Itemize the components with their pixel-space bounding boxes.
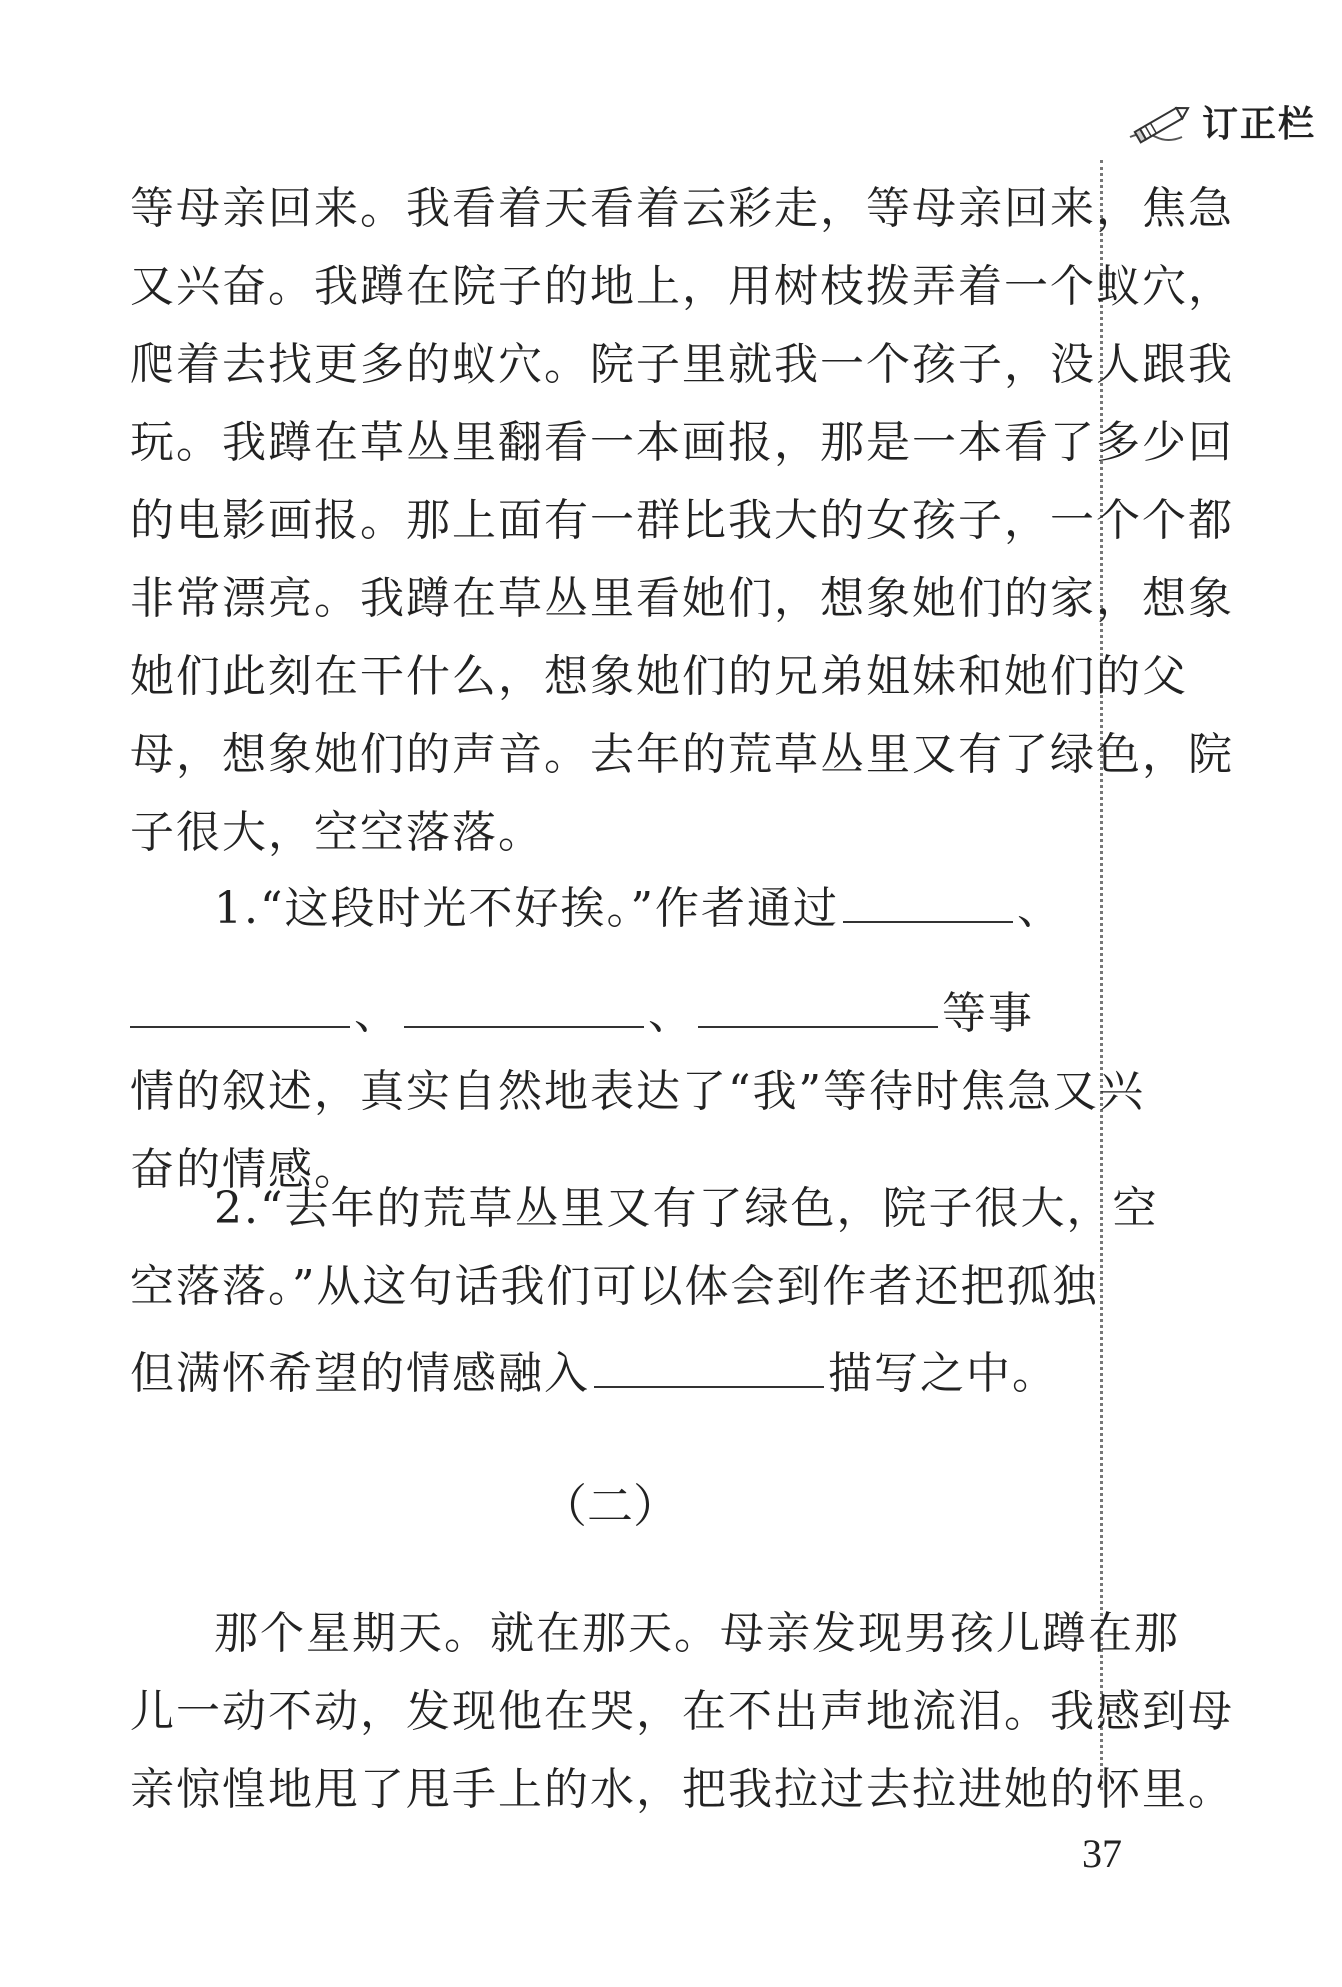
question-two-line-2: 空落落。”从这句话我们可以体会到作者还把孤独: [130, 1261, 1099, 1312]
question-one-line-2: [130, 975, 1090, 1053]
question-one-stem: 1.“这段时光不好挨。”作者通过: [214, 883, 839, 934]
separator: 、: [1016, 883, 1063, 934]
separator: 、: [354, 988, 400, 1039]
answer-blank-1[interactable]: [843, 879, 1013, 923]
correction-column-header: [1126, 96, 1316, 147]
passage-two: [130, 1595, 1234, 1829]
question-two-tail: 描写之中。: [828, 1348, 1058, 1399]
answer-blank-3[interactable]: [404, 984, 644, 1028]
passage-line: 又兴奋。我蹲在院子的地上，用树枝拨弄着一个蚁穴，: [130, 261, 1234, 312]
question-one-tail: 等事: [942, 988, 1034, 1039]
separator: 、: [648, 988, 694, 1039]
correction-column-label: 订正栏: [1201, 104, 1316, 145]
pencil-icon: [1126, 97, 1196, 147]
passage-line: 亲惊惶地甩了甩手上的水，把我拉过去拉进她的怀里。: [130, 1764, 1234, 1815]
passage-line: 非常漂亮。我蹲在草丛里看她们，想象她们的家，想象: [130, 573, 1234, 624]
question-one-line-3: 情的叙述，真实自然地表达了“我”等待时焦急又兴: [130, 1066, 1145, 1117]
passage-line: 等母亲回来。我看着天看着云彩走，等母亲回来，焦急: [130, 183, 1234, 234]
question-two-cont: [130, 1335, 1090, 1413]
answer-blank-2[interactable]: [130, 984, 350, 1028]
question-one-line-4: 奋的情感。: [130, 1144, 360, 1195]
question-two: [130, 1170, 1159, 1326]
answer-blank-5[interactable]: [594, 1344, 824, 1388]
passage-line: 爬着去找更多的蚁穴。院子里就我一个孩子，没人跟我: [130, 339, 1234, 390]
passage-line: 的电影画报。那上面有一群比我大的女孩子，一个个都: [130, 495, 1234, 546]
passage-line: 子很大，空空落落。: [130, 807, 544, 858]
passage-line: 儿一动不动，发现他在哭，在不出声地流泪。我感到母: [130, 1686, 1234, 1737]
passage-line: 那个星期天。就在那天。母亲发现男孩儿蹲在那: [214, 1608, 1180, 1659]
question-two-line-3: [130, 1335, 1090, 1413]
passage-one: [130, 170, 1234, 872]
question-two-line-1: 2.“去年的荒草丛里又有了绿色，院子很大，空: [214, 1183, 1159, 1234]
question-two-head: 但满怀希望的情感融入: [130, 1348, 590, 1399]
passage-line: 她们此刻在干什么，想象她们的兄弟姐妹和她们的父: [130, 651, 1188, 702]
passage-line: 母，想象她们的声音。去年的荒草丛里又有了绿色，院: [130, 729, 1234, 780]
section-two-title: （二）: [541, 1479, 679, 1533]
passage-line: 玩。我蹲在草丛里翻看一本画报，那是一本看了多少回: [130, 417, 1234, 468]
question-one: [130, 845, 1090, 973]
page-number: 37: [1082, 1831, 1122, 1876]
answer-blank-4[interactable]: [698, 984, 938, 1028]
question-one-line-1: [130, 845, 1090, 973]
correction-column-divider: [1100, 160, 1103, 1790]
